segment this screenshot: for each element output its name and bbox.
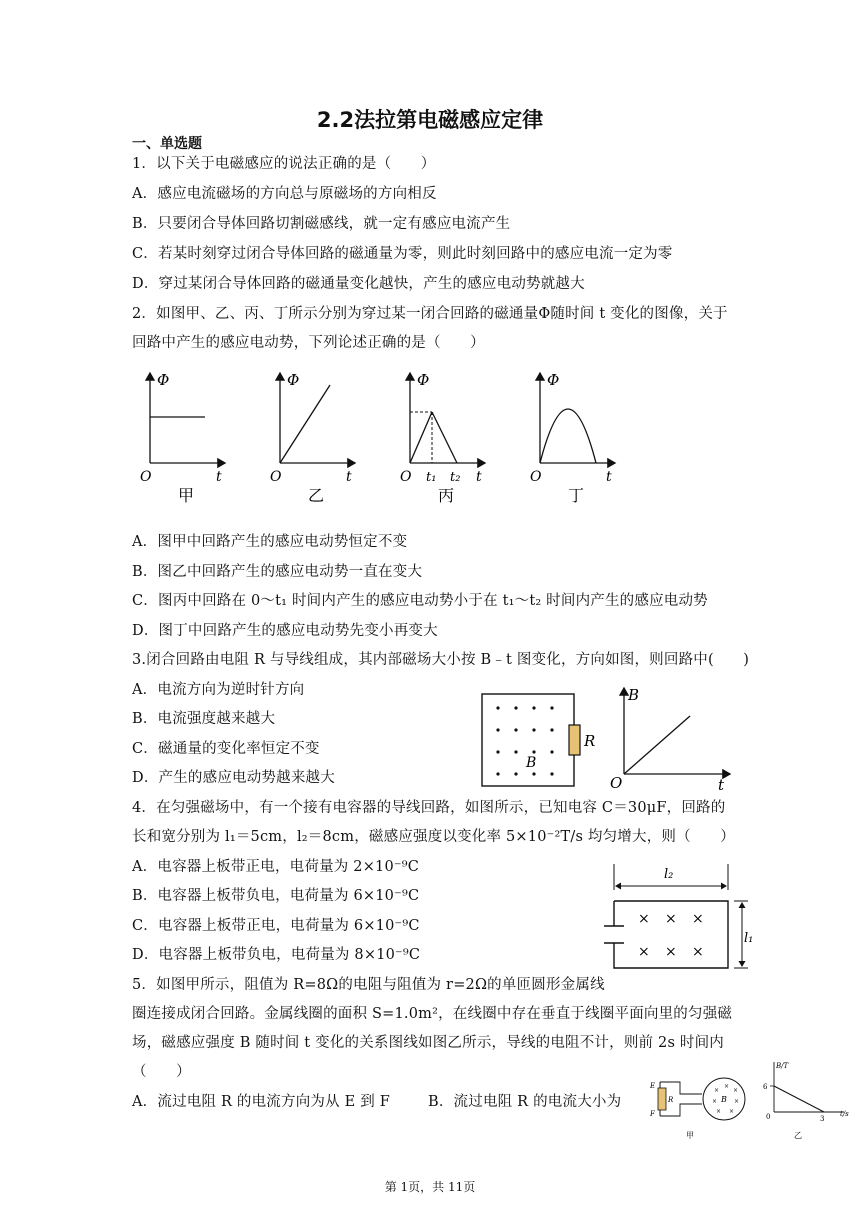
q3-option-c[interactable]: C．磁通量的变化率恒定不变: [132, 741, 320, 757]
q3-stem: 3.闭合回路由电阻 R 与导线组成，其内部磁场大小按 B﹣t 图变化，方向如图，则回路中( ): [132, 652, 750, 668]
q5-circuit-figure: [646, 1076, 758, 1144]
svg-text:×: ×: [665, 911, 677, 927]
svg-text:×: ×: [734, 1098, 740, 1105]
svg-text:×: ×: [724, 1083, 730, 1090]
t-label: t: [606, 469, 612, 485]
tick-6: 6: [763, 1083, 768, 1091]
svg-text:×: ×: [638, 911, 650, 927]
q2-flux-graphs: [130, 365, 630, 510]
q1-option-d[interactable]: D．穿过某闭合导体回路的磁通量变化越快，产生的感应电动势就越大: [132, 276, 585, 292]
svg-text:×: ×: [716, 1108, 722, 1115]
q3-option-a[interactable]: A．电流方向为逆时针方向: [132, 682, 305, 698]
svg-text:×: ×: [692, 911, 704, 927]
q5-option-a[interactable]: A．流过电阻 R 的电流方向为从 E 到 F: [132, 1094, 390, 1110]
q5-option-b[interactable]: B．流过电阻 R 的电流大小为: [428, 1094, 622, 1110]
q1-option-a[interactable]: A．感应电流磁场的方向总与原磁场的方向相反: [132, 186, 437, 202]
q4-stem-line2: 长和宽分别为 l₁＝5cm，l₂＝8cm，磁感应强度以变化率 5×10⁻²T/s 均匀增大，则（ ）: [132, 829, 735, 845]
q5-stem-line2: 圈连接成闭合回路。金属线圈的面积 S=1.0m²，在线圈中存在垂直于线圈平面向里的匀强磁: [132, 1006, 733, 1022]
svg-text:×: ×: [729, 1108, 735, 1115]
q2-option-c[interactable]: C．图丙中回路在 0～t₁ 时间内产生的感应电动势小于在 t₁～t₂ 时间内产生的感应电动势: [132, 593, 708, 609]
tick-0: 0: [766, 1113, 771, 1121]
svg-text:×: ×: [712, 1098, 718, 1105]
origin-label: O: [530, 469, 542, 485]
q3-option-b[interactable]: B．电流强度越来越大: [132, 711, 276, 727]
caption-ding: 丁: [568, 486, 585, 505]
field-label: B: [526, 755, 537, 771]
q5-stem-line1: 5．如图甲所示，阻值为 R=8Ω的电阻与阻值为 r=2Ω的单匝圆形金属线: [132, 977, 605, 993]
q4-capacitor-figure: [598, 860, 758, 975]
bt-axis-label: B/T: [776, 1062, 789, 1070]
svg-text:×: ×: [692, 944, 704, 960]
q5-stem-line4: （ ）: [132, 1064, 191, 1080]
origin-label: O: [610, 774, 623, 792]
origin-label: O: [140, 469, 152, 485]
tick-3: 3: [820, 1115, 825, 1123]
q2-stem-line2: 回路中产生的感应电动势，下列论述正确的是（ ）: [132, 335, 485, 351]
field-dots: [496, 706, 553, 775]
caption-jia: 甲: [686, 1131, 694, 1140]
resistor-label: R: [584, 732, 596, 750]
field-crosses: [638, 911, 704, 960]
b-axis-label: B: [628, 686, 640, 704]
q2-option-b[interactable]: B．图乙中回路产生的感应电动势一直在变大: [132, 564, 423, 580]
page-footer: 第 1页，共 11页: [384, 1180, 476, 1194]
svg-text:×: ×: [714, 1087, 720, 1094]
t-axis-label: t: [718, 776, 725, 792]
q4-option-a[interactable]: A．电容器上板带正电，电荷量为 2×10⁻⁹C: [132, 859, 420, 875]
origin-label: O: [270, 469, 282, 485]
r-label: R: [668, 1096, 674, 1104]
q3-circuit-figure: [478, 690, 608, 792]
phi-label: Φ: [417, 371, 430, 389]
q2-option-d[interactable]: D．图丁中回路产生的感应电动势先变小再变大: [132, 623, 438, 639]
e-label: E: [650, 1082, 656, 1090]
graph-jia: [140, 371, 225, 505]
svg-text:×: ×: [665, 944, 677, 960]
l2-label: l₂: [664, 867, 674, 882]
q5-bt-graph: [760, 1058, 856, 1144]
q4-stem-line1: 4．在匀强磁场中，有一个接有电容器的导线回路，如图所示，已知电容 C＝30μF，回路的: [132, 800, 726, 816]
phi-label: Φ: [287, 371, 300, 389]
caption-jia: 甲: [178, 486, 195, 505]
svg-text:×: ×: [638, 944, 650, 960]
q4-option-c[interactable]: C．电容器上板带正电，电荷量为 6×10⁻⁹C: [132, 918, 420, 934]
t2-label: t₂: [450, 470, 461, 485]
caption-yi: 乙: [308, 486, 325, 505]
phi-label: Φ: [547, 371, 560, 389]
b-label: B: [721, 1095, 727, 1104]
ts-axis-label: t/s: [840, 1110, 849, 1118]
origin-label: O: [400, 469, 412, 485]
q3-bt-graph: [606, 684, 734, 792]
q3-option-d[interactable]: D．产生的感应电动势越来越大: [132, 770, 335, 786]
svg-text:×: ×: [733, 1087, 739, 1094]
l1-label: l₁: [744, 931, 754, 946]
f-label: F: [650, 1110, 655, 1118]
graph-bing: [400, 371, 485, 505]
q1-option-c[interactable]: C．若某时刻穿过闭合导体回路的磁通量为零，则此时刻回路中的感应电流一定为零: [132, 246, 673, 262]
t-label: t: [346, 469, 352, 485]
q1-option-b[interactable]: B．只要闭合导体回路切割磁感线，就一定有感应电流产生: [132, 216, 511, 232]
q5-stem-line3: 场，磁感应强度 B 随时间 t 变化的关系图线如图乙所示，导线的电阻不计，则前 2s 时间内: [132, 1035, 725, 1051]
t-label: t: [216, 469, 222, 485]
page-title: 2.2法拉第电磁感应定律: [316, 108, 544, 132]
resistor: [569, 725, 580, 755]
q4-option-d[interactable]: D．电容器上板带负电，电荷量为 8×10⁻⁹C: [132, 947, 421, 963]
graph-ding: [530, 371, 615, 505]
q2-stem-line1: 2．如图甲、乙、丙、丁所示分别为穿过某一闭合回路的磁通量Φ随时间 t 变化的图像，关于: [132, 306, 728, 322]
caption-bing: 丙: [438, 486, 455, 505]
t-label: t: [476, 469, 482, 485]
t1-label: t₁: [426, 470, 437, 485]
q2-option-a[interactable]: A．图甲中回路产生的感应电动势恒定不变: [132, 534, 408, 550]
phi-label: Φ: [157, 371, 170, 389]
caption-yi: 乙: [794, 1131, 802, 1140]
graph-yi: [270, 371, 355, 505]
section-heading: 一、单选题: [132, 136, 202, 152]
q1-stem: 1．以下关于电磁感应的说法正确的是（ ）: [132, 156, 436, 172]
q4-option-b[interactable]: B．电容器上板带负电，电荷量为 6×10⁻⁹C: [132, 888, 420, 904]
